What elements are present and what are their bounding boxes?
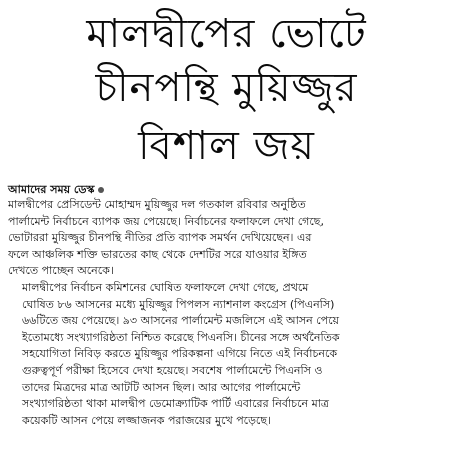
body-line: তাদের মিত্রদের মাত্র আটটি আসন ছিল। আর আগের পার্লামেন্টে — [22, 380, 301, 394]
bullet-icon — [98, 187, 104, 193]
body-line: মালদ্বীপের প্রেসিডেন্ট মোহাম্মদ মুয়িজ্জুর দল গতকাল রবিবার অনুষ্ঠিত — [8, 198, 306, 211]
headline-line-1: মালদ্বীপের ভোটে — [86, 11, 367, 57]
byline — [8, 183, 104, 197]
body-line: সংখ্যাগরিষ্ঠতা থাকা মালদ্বীপ ডেমোক্র্যাটিক পার্টি এবারের নির্বাচনে মাত্র — [22, 397, 329, 411]
paragraph-2 — [8, 280, 445, 429]
body-line: ৬৬টিতে জয় পেয়েছে। ৯৩ আসনের পার্লামেন্ট মজলিসে এই আসন পেয়ে — [22, 314, 339, 328]
body-line: কয়েকটি আসন পেয়ে লজ্জাজনক পরাজয়ের মুখে পড়েছে। — [22, 413, 271, 427]
body-line: ভোটাররা মুয়িজ্জুর চীনপন্থি নীতির প্রতি ব্যাপক সমর্থন দেখিয়েছেন। এর — [8, 231, 312, 245]
byline-text: আমাদের সময় ডেস্ক — [8, 182, 95, 196]
headline-line-2: চীনপন্থি মুয়িজ্জুর — [95, 65, 358, 111]
body-line: সহযোগিতা নিবিড় করতে মুয়িজ্জুর পরিকল্পনা এগিয়ে নিতে এই নির্বাচনকে — [22, 347, 338, 361]
body-line: দেখতে পাচ্ছেন অনেকে। — [8, 264, 114, 278]
body-line: ইতোমধ্যে সংখ্যাগরিষ্ঠতা নিশ্চিত করেছে পিএনসি। চীনের সঙ্গে অর্থনৈতিক — [22, 330, 340, 344]
article-body — [8, 197, 445, 429]
headline-line-3: বিশাল জয় — [138, 123, 315, 169]
body-line: গুরুত্বপূর্ণ পরীক্ষা হিসেবে দেখা হয়েছে। সবশেষ পার্লামেন্টে পিএনসি ও — [22, 363, 323, 377]
body-line: পার্লামেন্ট নির্বাচনে ব্যাপক জয় পেয়েছে। নির্বাচনের ফলাফলে দেখা গেছে, — [8, 214, 324, 228]
body-line: মালদ্বীপের নির্বাচন কমিশনের ঘোষিত ফলাফলে দেখা গেছে, প্রথমে — [22, 280, 309, 294]
paragraph-1 — [8, 197, 445, 280]
body-line: ঘোষিত ৮৬ আসনের মধ্যে মুয়িজ্জুর পিপলস ন্যাশনাল কংগ্রেস (পিএনসি) — [22, 297, 335, 311]
body-line: ফলে আঞ্চলিক শক্তি ভারতের কাছ থেকে দেশটির সরে যাওয়ার ইঙ্গিত — [8, 247, 307, 261]
